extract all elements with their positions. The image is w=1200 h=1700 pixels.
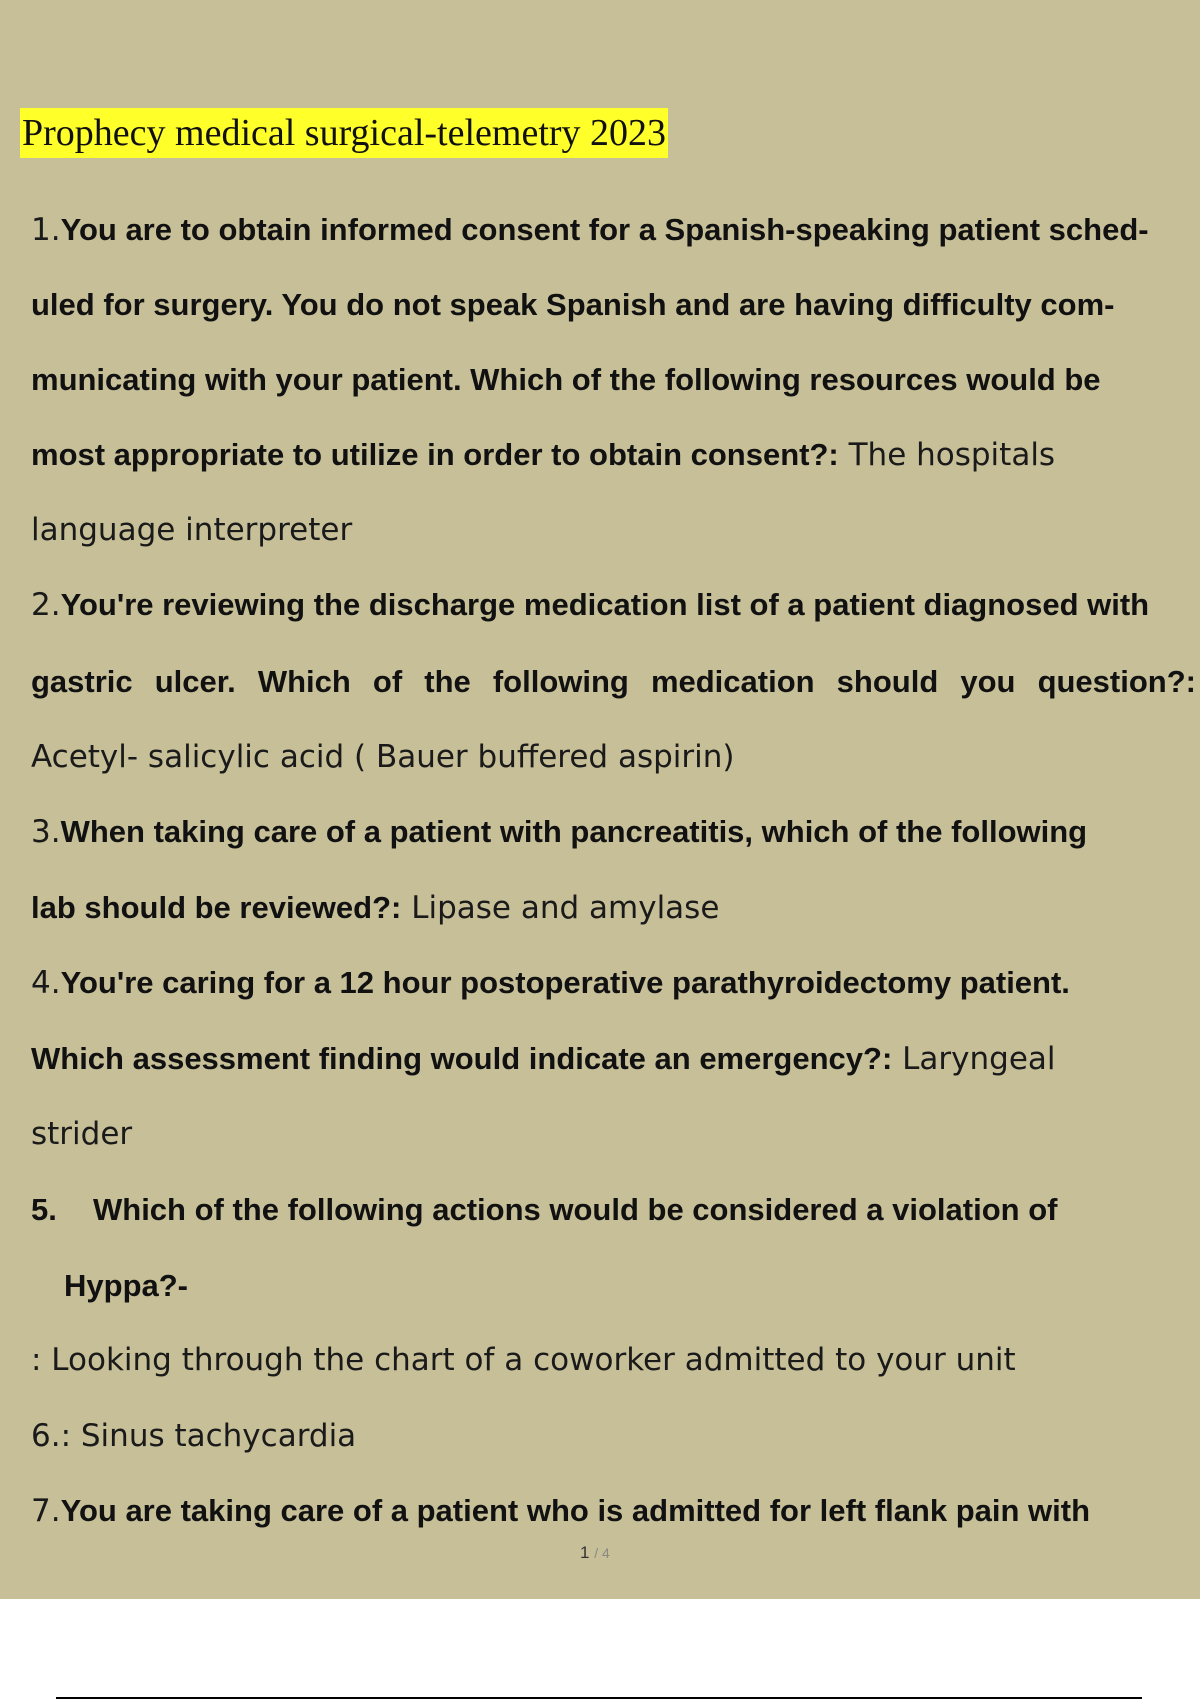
item-1-question: most appropriate to utilize in order to obtain consent?: bbox=[31, 437, 839, 472]
item-2-line-1 bbox=[31, 583, 1200, 627]
item-number: 5. bbox=[31, 1192, 57, 1227]
item-7-question: You are taking care of a patient who is admitted for left flank pain with bbox=[60, 1493, 1091, 1528]
document-title: Prophecy medical surgical-telemetry 2023 bbox=[20, 108, 668, 158]
word: ulcer. bbox=[154, 664, 236, 699]
item-5-question: Which of the following actions would be considered a violation of bbox=[93, 1192, 1058, 1227]
item-4-answer: strider bbox=[31, 1116, 133, 1152]
word: you bbox=[960, 664, 1016, 699]
item-3-answer: Lipase and amylase bbox=[401, 890, 720, 926]
item-4-question: You're caring for a 12 hour postoperative parathyroidectomy patient. bbox=[60, 965, 1070, 1000]
word: question?: bbox=[1037, 664, 1196, 699]
item-5-line-2 bbox=[64, 1264, 1200, 1308]
item-1-question: You are to obtain informed consent for a Spanish-speaking patient sched- bbox=[60, 212, 1149, 247]
item-2-answer: Acetyl- salicylic acid ( Bauer buffered aspirin) bbox=[31, 739, 735, 775]
item-1-question: municating with your patient. Which of the following resources would be bbox=[31, 362, 1101, 397]
item-number: 2. bbox=[31, 587, 61, 623]
item-5-question: Hyppa?- bbox=[64, 1268, 188, 1303]
page-total: / 4 bbox=[594, 1545, 610, 1561]
item-1-line-3 bbox=[31, 358, 1200, 402]
item-1-answer: The hospitals bbox=[838, 437, 1056, 473]
word: should bbox=[836, 664, 939, 699]
item-5-line-3 bbox=[31, 1338, 1200, 1382]
item-5-answer: : Looking through the chart of a coworker admitted to your unit bbox=[31, 1342, 1016, 1378]
item-number: 7. bbox=[31, 1493, 61, 1529]
item-4-question: Which assessment finding would indicate an emergency?: bbox=[31, 1041, 893, 1076]
item-1-line-5 bbox=[31, 508, 1200, 552]
item-number: 6. bbox=[31, 1418, 61, 1454]
item-1-line-2 bbox=[31, 283, 1200, 327]
item-4-line-1 bbox=[31, 961, 1200, 1005]
item-2-line-2 bbox=[31, 660, 1200, 704]
item-4-line-3 bbox=[31, 1112, 1200, 1156]
item-1-line-1 bbox=[31, 208, 1200, 252]
word: medication bbox=[650, 664, 815, 699]
item-3-line-1 bbox=[31, 810, 1200, 854]
item-1-question: uled for surgery. You do not speak Spanish and are having difficulty com- bbox=[31, 287, 1115, 322]
item-number: 3. bbox=[31, 814, 61, 850]
word: the bbox=[424, 664, 471, 699]
word: Which bbox=[257, 664, 351, 699]
item-1-line-4 bbox=[31, 433, 1200, 477]
item-2-question: You're reviewing the discharge medication list of a patient diagnosed with bbox=[60, 587, 1150, 622]
page-number bbox=[580, 1543, 660, 1563]
item-6-line-1 bbox=[31, 1414, 1200, 1458]
page-divider-line bbox=[56, 1697, 1142, 1699]
item-4-line-2 bbox=[31, 1037, 1200, 1081]
word: gastric bbox=[31, 664, 133, 699]
word: of bbox=[372, 664, 403, 699]
item-6-answer: : Sinus tachycardia bbox=[60, 1418, 357, 1454]
item-3-question: When taking care of a patient with pancreatitis, which of the following bbox=[60, 814, 1088, 849]
item-3-question: lab should be reviewed?: bbox=[31, 890, 402, 925]
item-number: 4. bbox=[31, 965, 61, 1001]
item-5-line-1 bbox=[31, 1188, 1200, 1232]
item-3-line-2 bbox=[31, 886, 1200, 930]
item-1-answer: language interpreter bbox=[31, 512, 353, 548]
item-number: 1. bbox=[31, 212, 61, 248]
item-7-line-1 bbox=[31, 1489, 1200, 1533]
item-2-question-justified bbox=[31, 660, 1196, 704]
item-2-line-3 bbox=[31, 735, 1200, 779]
page-current: 1 bbox=[580, 1543, 590, 1562]
word: following bbox=[492, 664, 629, 699]
item-4-answer: Laryngeal bbox=[892, 1041, 1056, 1077]
